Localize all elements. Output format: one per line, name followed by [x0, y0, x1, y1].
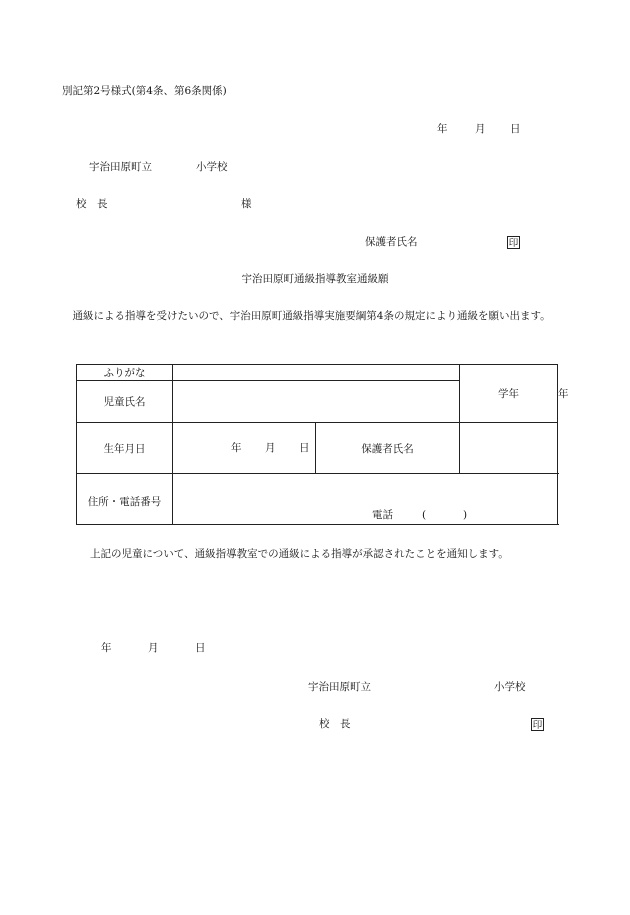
- phone-open-paren: (: [422, 509, 427, 521]
- birth-guardian-field[interactable]: [460, 423, 558, 474]
- address-field[interactable]: [173, 474, 558, 525]
- application-table: [76, 364, 569, 525]
- birth-guardian-label: 保護者氏名: [316, 423, 460, 474]
- birth-day: 日: [299, 442, 310, 454]
- birth-year: 年: [231, 442, 242, 454]
- phone-close-paren: ): [463, 509, 468, 521]
- date-year: 年: [437, 123, 448, 135]
- child-name-field[interactable]: [173, 381, 460, 423]
- date-day: 日: [510, 123, 521, 135]
- addressee-honorific: 様: [241, 198, 252, 210]
- birthdate-label: 生年月日: [77, 423, 173, 474]
- child-name-label: 児童氏名: [77, 381, 173, 423]
- grade-label: 学年: [460, 365, 558, 423]
- notice-text: 上記の児童について、通級指導教室での通級による指導が承認されたことを通知します。: [90, 548, 509, 560]
- seal-icon: 印: [508, 238, 519, 249]
- grade-unit: 年: [558, 388, 569, 400]
- addressee-town: 宇治田原町立: [89, 161, 152, 173]
- document-title: 宇治田原町通級指導教室通級願: [241, 273, 389, 285]
- form-number: 別記第2号様式(第4条、第6条関係): [62, 85, 227, 97]
- body-paragraph: 通級による指導を受けたいので、宇治田原町通級指導実施要綱第4条の規定により通級を願い出ます。: [72, 310, 551, 322]
- notice-date-month: 月: [148, 642, 159, 654]
- notice-seal-icon: 印: [532, 720, 543, 731]
- addressee-principal: 校 長: [76, 198, 108, 210]
- notice-principal: 校 長: [319, 718, 351, 730]
- notice-date-year: 年: [101, 642, 112, 654]
- furigana-field[interactable]: [173, 365, 460, 381]
- date-month: 月: [475, 123, 486, 135]
- address-label: 住所・電話番号: [77, 474, 173, 525]
- addressee-school: 小学校: [196, 161, 228, 173]
- notice-school: 小学校: [494, 681, 526, 693]
- furigana-label: ふりがな: [77, 365, 173, 381]
- guardian-name-label: 保護者氏名: [365, 236, 418, 248]
- notice-date-day: 日: [195, 642, 206, 654]
- birth-month: 月: [265, 442, 276, 454]
- birthdate-field[interactable]: [173, 423, 316, 474]
- notice-town: 宇治田原町立: [308, 681, 371, 693]
- phone-label: 電話: [372, 509, 393, 521]
